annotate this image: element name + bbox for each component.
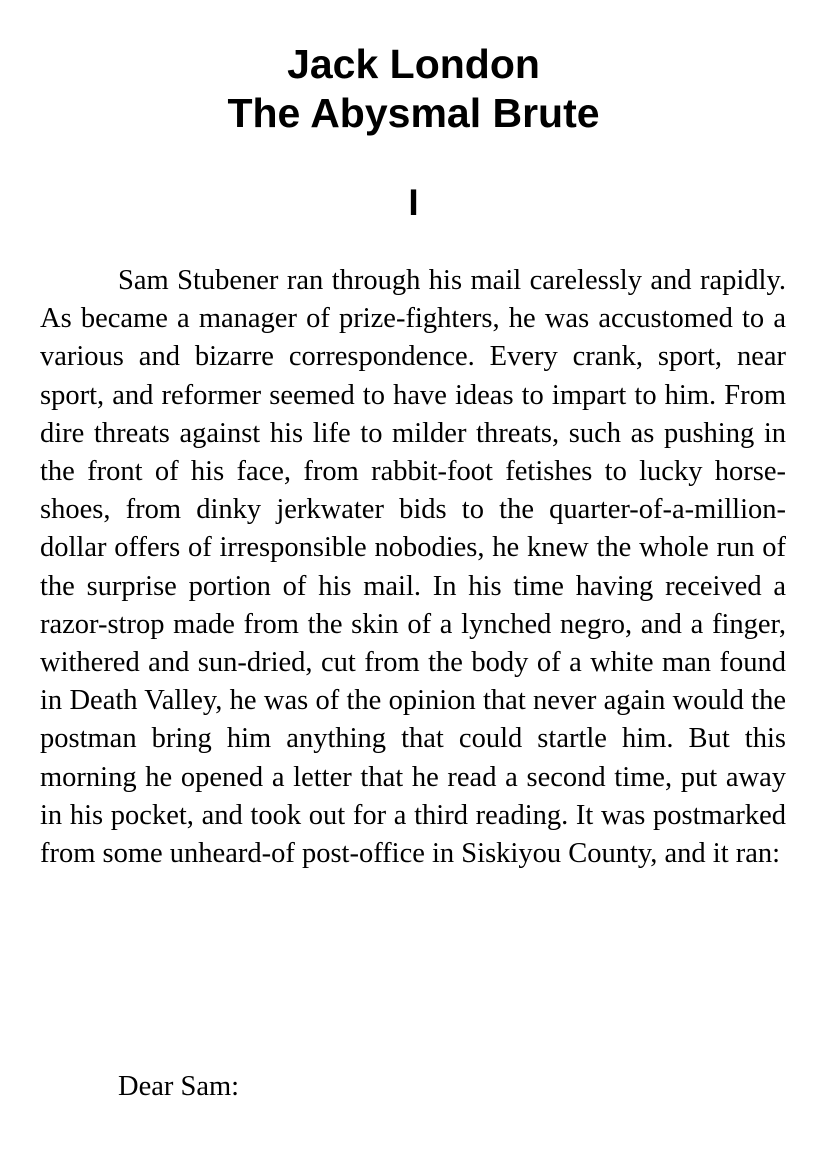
- book-title: The Abysmal Brute: [227, 90, 600, 136]
- author-name: Jack London: [287, 41, 540, 87]
- letter-salutation: Dear Sam:: [118, 1071, 240, 1102]
- title-block: [0, 40, 827, 138]
- body-paragraph: Sam Stubener ran through his mail carelessly and rapidly. As became a manager of prize-fighters, he was accustomed to a various and bizarre correspondence. Every crank, sport, near sport, and reformer seemed to have ideas to impart to him. From dire threats against his life to milder threats, such as pushing in the front of his face, from rabbit-foot fetishes to lucky horse-shoes, from dinky jerkwater bids to the quarter-of-a-million-dollar offers of irresponsible nobodies, he knew the whole run of the surprise portion of his mail. In his time having received a razor-strop made from the skin of a lynched negro, and a finger, withered and sun-dried, cut from the body of a white man found in Death Valley, he was of the opinion that never again would the postman bring him anything that could startle him. But this morning he opened a letter that he read a second time, put away in his pocket, and took out for a third reading. It was postmarked from some unheard-of post-office in Siskiyou County, and it ran:: [40, 265, 786, 870]
- chapter-heading: I: [408, 182, 419, 223]
